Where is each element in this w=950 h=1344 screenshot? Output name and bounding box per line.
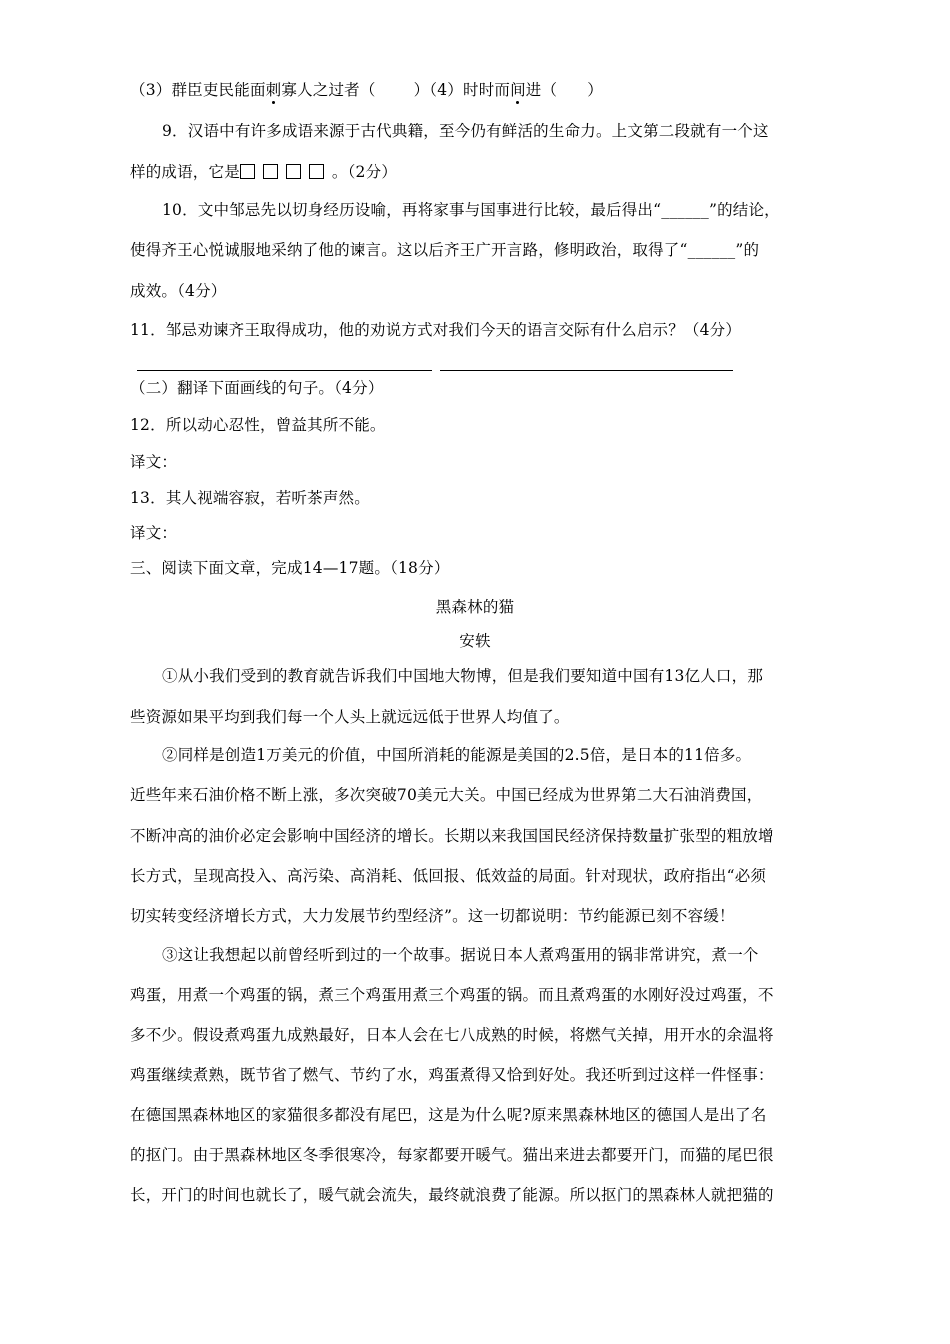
- article-title: 黑森林的猫: [435, 598, 515, 616]
- paragraph-3-line: 鸡蛋，用煮一个鸡蛋的锅，煮三个鸡蛋用煮三个鸡蛋的锅。而且煮鸡蛋的水刚好没过鸡蛋，不: [130, 986, 774, 1004]
- q4-text-post: 进（: [525, 81, 558, 99]
- paragraph-1-line: ①从小我们受到的教育就告诉我们中国地大物博，但是我们要知道中国有13亿人口，那: [162, 667, 764, 685]
- q10-blank-2[interactable]: ______: [687, 241, 736, 259]
- q3-dotted-char: 刺: [265, 81, 282, 99]
- question-10-line3: 成效。（4分）: [130, 282, 227, 300]
- paragraph-2-line: ②同样是创造1万美元的价值，中国所消耗的能源是美国的2.5倍，是日本的11倍多。: [162, 746, 752, 764]
- q10-text-d: ”的: [735, 241, 760, 259]
- question-12: 12．所以动心忍性，曾益其所不能。: [130, 416, 386, 434]
- paragraph-3-line: 多不少。假设煮鸡蛋九成熟最好，日本人会在七八成熟的时候，将燃气关掉，用开水的余温将: [130, 1026, 774, 1044]
- question-10-line1: [162, 200, 780, 220]
- q4-text: ）（4）时时而: [413, 81, 511, 99]
- question-9-line1: 9．汉语中有许多成语来源于古代典籍，至今仍有鲜活的生命力。上文第二段就有一个这: [162, 122, 769, 140]
- q9-prompt: 样的成语，它是: [130, 163, 240, 181]
- question-11: 11．邹忌劝谏齐王取得成功，他的劝说方式对我们今天的语言交际有什么启示？（4分）: [130, 321, 742, 339]
- paragraph-3-line: 鸡蛋继续煮熟，既节省了燃气、节约了水，鸡蛋煮得又恰到好处。我还听到过这样一件怪事：: [130, 1066, 774, 1084]
- paragraph-2-line: 近些年来石油价格不断上涨，多次突破70美元大关。中国已经成为世界第二大石油消费国，: [130, 786, 763, 804]
- section-3-heading: 三、阅读下面文章，完成14—17题。（18分）: [130, 559, 450, 577]
- paragraph-1-line: 些资源如果平均到我们每一个人头上就远远低于世界人均值了。: [130, 708, 570, 726]
- paragraph-2-line: 切实转变经济增长方式，大力发展节约型经济”。这一切都说明：节约能源已刻不容缓！: [130, 907, 735, 925]
- q10-text-b: ”的结论，: [708, 201, 780, 219]
- paragraph-3-line: 的抠门。由于黑森林地区冬季很寒冷，每家都要开暖气。猫出来进去都要开门，而猫的尾巴很: [130, 1146, 774, 1164]
- q3-text-post: 寡人之过者（: [281, 81, 376, 99]
- question-13: 13．其人视端容寂，若听茶声然。: [130, 489, 370, 507]
- paragraph-2-line: 长方式，呈现高投入、高污染、高消耗、低回报、低效益的局面。针对现状，政府指出“必须: [130, 867, 767, 885]
- idiom-box-2[interactable]: [263, 164, 278, 179]
- q4-close: ）: [587, 81, 603, 99]
- q9-score: 。（2分）: [331, 163, 398, 181]
- q10-blank-1[interactable]: ______: [661, 201, 709, 219]
- paragraph-3-line: 长，开门的时间也就长了，暖气就会流失，最终就浪费了能源。所以抠门的黑森林人就把猫的: [130, 1186, 774, 1204]
- idiom-box-3[interactable]: [286, 164, 301, 179]
- q3-text: （3）群臣吏民能面: [130, 81, 266, 99]
- answer-line-1[interactable]: [137, 370, 432, 371]
- paragraph-3-line: ③这让我想起以前曾经听到过的一个故事。据说日本人煮鸡蛋用的锅非常讲究，煮一个: [162, 946, 759, 964]
- paragraph-3-line: 在德国黑森林地区的家猫很多都没有尾巴，这是为什么呢?原来黑森林地区的德国人是出了名: [130, 1106, 767, 1124]
- question-10-line2: [130, 240, 759, 260]
- article-author: 安轶: [459, 632, 491, 650]
- question-3-4-line: [130, 80, 603, 100]
- q4-dotted-char: 间: [510, 81, 526, 99]
- idiom-box-1[interactable]: [240, 164, 255, 179]
- q10-text-c: 使得齐王心悦诚服地采纳了他的谏言。这以后齐王广开言路，修明政治，取得了“: [130, 241, 688, 259]
- q12-answer-label: 译文：: [130, 453, 178, 471]
- paragraph-2-line: 不断冲高的油价必定会影响中国经济的增长。长期以来我国国民经济保持数量扩张型的粗放增: [130, 827, 774, 845]
- q13-answer-label: 译文：: [130, 524, 178, 542]
- question-9-line2: [130, 162, 397, 182]
- q10-text-a: 10．文中邹忌先以切身经历设喻，再将家事与国事进行比较，最后得出“: [162, 201, 662, 219]
- idiom-box-4[interactable]: [309, 164, 324, 179]
- section-2-heading: （二）翻译下面画线的句子。（4分）: [130, 379, 384, 397]
- answer-line-2[interactable]: [440, 370, 733, 371]
